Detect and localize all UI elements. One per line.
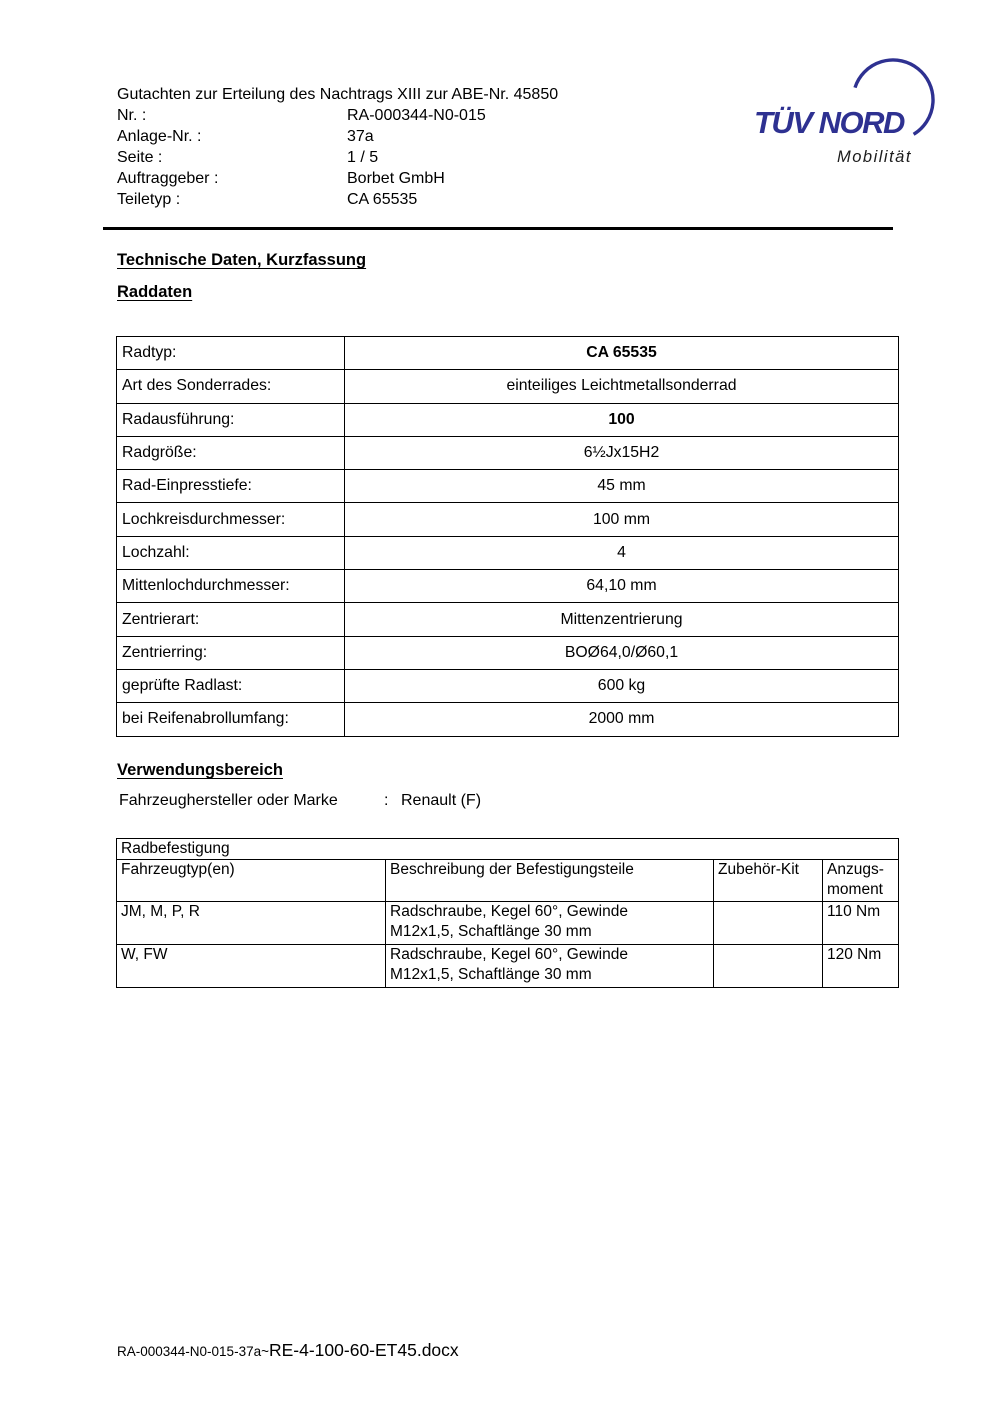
- table-row: [117, 902, 899, 945]
- document-title: Gutachten zur Erteilung des Nachtrags XIII zur ABE-Nr. 45850: [117, 86, 559, 103]
- hersteller-separator: :: [384, 792, 389, 809]
- beschreibung-line: M12x1,5, Schaftlänge 30 mm: [390, 966, 592, 983]
- field-label: Seite :: [117, 149, 163, 166]
- hersteller-value: Renault (F): [401, 792, 482, 809]
- header-field-anlage: [117, 126, 558, 147]
- row-value: 100: [345, 403, 899, 436]
- column-header: Zubehör-Kit: [714, 860, 823, 902]
- row-label: Lochkreisdurchmesser:: [117, 503, 345, 536]
- row-value: 45 mm: [345, 470, 899, 503]
- heading-technische-daten: Technische Daten, Kurzfassung: [117, 251, 367, 269]
- row-label: Lochzahl:: [117, 536, 345, 569]
- row-value: 6½Jx15H2: [345, 436, 899, 469]
- table-header-row: [117, 860, 899, 902]
- footer-reference-small: RA-000344-N0-015-37a~: [117, 1344, 269, 1359]
- table-title: Radbefestigung: [117, 839, 899, 860]
- hersteller-line: [119, 792, 481, 810]
- row-label: Mittenlochdurchmesser:: [117, 570, 345, 603]
- column-header: [823, 860, 899, 902]
- field-label: Teiletyp :: [117, 191, 181, 208]
- header-divider: [103, 227, 893, 230]
- beschreibung-line: M12x1,5, Schaftlänge 30 mm: [390, 923, 592, 940]
- table-row: [117, 403, 899, 436]
- table-row: [117, 470, 899, 503]
- cell-fahrzeugtyp: JM, M, P, R: [117, 902, 386, 945]
- header-field-teiletyp: [117, 189, 558, 210]
- row-label: Zentrierart:: [117, 603, 345, 636]
- column-header-line: Anzugs-: [827, 861, 884, 878]
- cell-beschreibung: [386, 945, 714, 988]
- table-row: [117, 503, 899, 536]
- document-header: [117, 84, 558, 210]
- cell-beschreibung: [386, 902, 714, 945]
- row-value: 100 mm: [345, 503, 899, 536]
- field-label: Anlage-Nr. :: [117, 128, 202, 145]
- field-value: RA-000344-N0-015: [347, 107, 486, 124]
- row-value: Mittenzentrierung: [345, 603, 899, 636]
- column-header-line: moment: [827, 881, 883, 898]
- table-row: [117, 536, 899, 569]
- hersteller-label: Fahrzeughersteller oder Marke: [119, 792, 338, 809]
- table-row: [117, 570, 899, 603]
- table-row: [117, 337, 899, 370]
- table-row: [117, 370, 899, 403]
- row-value: 2000 mm: [345, 703, 899, 736]
- table-row: [117, 636, 899, 669]
- row-label: Radtyp:: [117, 337, 345, 370]
- row-label: Radausführung:: [117, 403, 345, 436]
- footer-filename: RE-4-100-60-ET45.docx: [268, 1340, 459, 1360]
- row-value: 600 kg: [345, 669, 899, 702]
- field-value: CA 65535: [347, 191, 418, 208]
- field-label: Nr. :: [117, 107, 147, 124]
- row-value: CA 65535: [345, 337, 899, 370]
- row-value: BOØ64,0/Ø60,1: [345, 636, 899, 669]
- header-field-nr: [117, 105, 558, 126]
- row-label: bei Reifenabrollumfang:: [117, 703, 345, 736]
- field-value: 1 / 5: [347, 149, 379, 166]
- row-value: 64,10 mm: [345, 570, 899, 603]
- logo-brand-text: TÜV NORD: [754, 105, 904, 140]
- table-title-row: [117, 839, 899, 860]
- document-footer: [117, 1340, 459, 1361]
- heading-verwendungsbereich: Verwendungsbereich: [117, 761, 283, 779]
- column-header: Beschreibung der Befestigungsteile: [386, 860, 714, 902]
- field-value: 37a: [347, 128, 374, 145]
- cell-anzugsmoment: 110 Nm: [823, 902, 899, 945]
- cell-fahrzeugtyp: W, FW: [117, 945, 386, 988]
- header-field-auftraggeber: [117, 168, 558, 189]
- beschreibung-line: Radschraube, Kegel 60°, Gewinde: [390, 946, 628, 963]
- beschreibung-line: Radschraube, Kegel 60°, Gewinde: [390, 903, 628, 920]
- cell-anzugsmoment: 120 Nm: [823, 945, 899, 988]
- tuev-nord-logo: [738, 48, 953, 173]
- row-label: Rad-Einpresstiefe:: [117, 470, 345, 503]
- column-header: Fahrzeugtyp(en): [117, 860, 386, 902]
- logo-tagline: Mobilität: [837, 148, 912, 166]
- table-row: [117, 436, 899, 469]
- cell-zubehoer: [714, 945, 823, 988]
- row-value: 4: [345, 536, 899, 569]
- table-row: [117, 603, 899, 636]
- field-value: Borbet GmbH: [347, 170, 445, 187]
- header-field-seite: [117, 147, 558, 168]
- cell-zubehoer: [714, 902, 823, 945]
- row-label: geprüfte Radlast:: [117, 669, 345, 702]
- radbefestigung-table: [116, 838, 899, 988]
- table-row: [117, 669, 899, 702]
- field-label: Auftraggeber :: [117, 170, 219, 187]
- row-value: einteiliges Leichtmetallsonderrad: [345, 370, 899, 403]
- row-label: Art des Sonderrades:: [117, 370, 345, 403]
- row-label: Radgröße:: [117, 436, 345, 469]
- table-row: [117, 703, 899, 736]
- row-label: Zentrierring:: [117, 636, 345, 669]
- heading-raddaten: Raddaten: [117, 283, 193, 301]
- raddaten-table: [116, 336, 899, 737]
- table-row: [117, 945, 899, 988]
